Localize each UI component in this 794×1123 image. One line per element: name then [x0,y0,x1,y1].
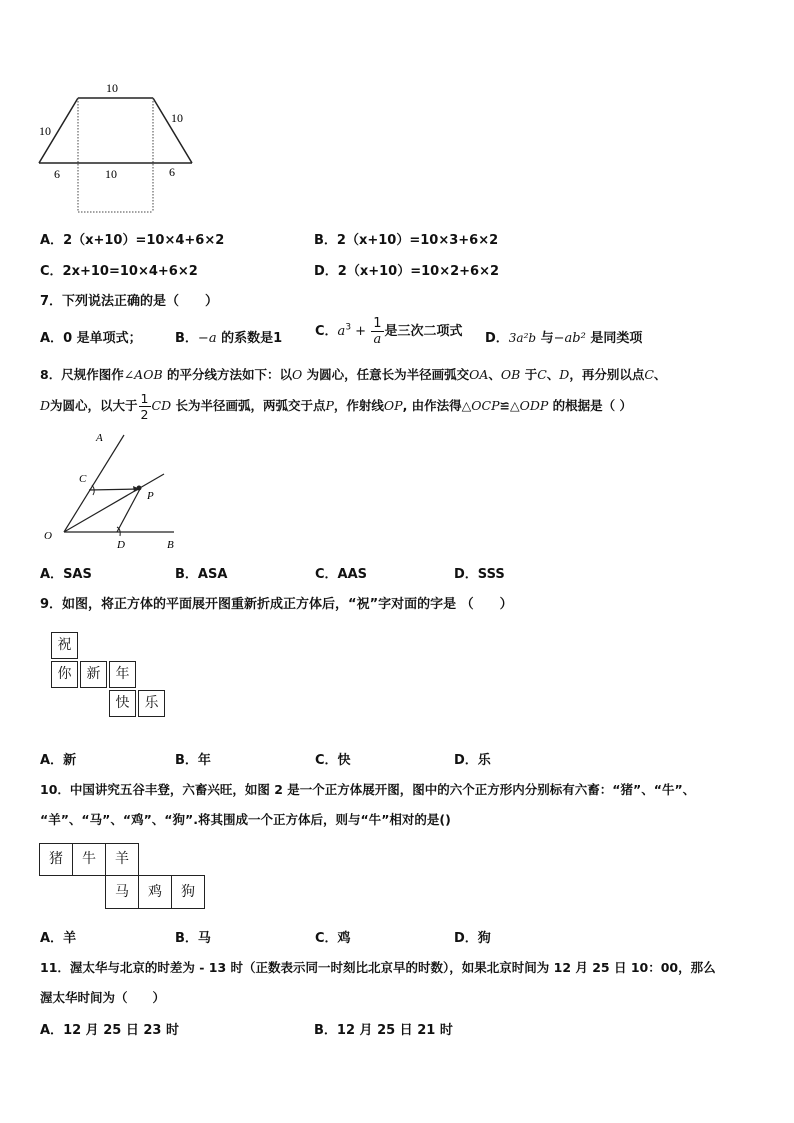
q7-option-d[interactable]: D．3a²b 与−ab² 是同类项 [485,331,643,346]
q9-cell-nian: 年 [109,661,136,688]
q10-option-d[interactable]: D．狗 [454,931,491,946]
trap-label-bottom-right: 6 [169,165,175,179]
q10-option-a[interactable]: A．羊 [40,931,77,946]
q10-cell-niu: 牛 [72,843,106,876]
label-b: B [167,539,174,551]
label-c: C [79,473,87,485]
q9-option-a[interactable]: A．新 [40,753,77,768]
q9-option-d[interactable]: D．乐 [454,753,491,768]
q10-cell-ma: 马 [105,875,139,909]
label-a: A [96,432,103,444]
q9-cell-zhu: 祝 [51,632,78,659]
q6-option-d[interactable]: D．2（x+10）=10×2+6×2 [314,264,500,279]
angle-bisector-figure [38,428,188,553]
q10-cell-zhu: 猪 [39,843,73,876]
q6-option-b[interactable]: B．2（x+10）=10×3+6×2 [314,233,499,248]
q10-cell-yang: 羊 [105,843,139,876]
q11-option-b[interactable]: B．12 月 25 日 21 时 [314,1023,453,1038]
q10-cell-ji: 鸡 [138,875,172,909]
q7-option-c[interactable]: C．$a^3$ + $\frac{1}{a}$ 是三次二项式 [315,316,463,347]
q9-cell-kuai: 快 [109,690,136,717]
q11-option-a[interactable]: A．12 月 25 日 23 时 [40,1023,179,1038]
q9-cell-le: 乐 [138,690,165,717]
q8-stem-line2: D为圆心，以大于 $\frac{1}{2}$ CD 长为半径画弧，两弧交于点P，作射线OP, 由作法得△OCP≌△ODP 的根据是（ ） [40,391,633,422]
q10-cube-net [39,843,207,909]
label-o: O [44,530,52,542]
trap-label-right: 10 [171,111,183,125]
trapezoid-figure [30,75,205,220]
trap-label-bottom-left: 6 [54,167,60,181]
q7-option-b[interactable]: B．−a 的系数是1 [175,331,283,346]
q6-option-a[interactable]: A．2（x+10）=10×4+6×2 [40,233,225,248]
q10-stem-line2: “羊”、“马”、“鸡”、“狗”.将其围成一个正方体后，则与“牛”相对的是() [40,812,451,827]
q9-cell-xin: 新 [80,661,107,688]
q11-stem-line2: 渥太华时间为（ ） [40,990,166,1005]
q9-stem: 9．如图，将正方体的平面展开图重新折成正方体后，“祝”字对面的字是 （ ） [40,597,513,612]
q9-option-c[interactable]: C．快 [315,753,351,768]
q10-option-c[interactable]: C．鸡 [315,931,351,946]
q8-option-b[interactable]: B．ASA [175,567,228,582]
q7-option-a[interactable]: A．0 是单项式； [40,331,142,346]
label-p: P [147,490,154,502]
q8-option-a[interactable]: A．SAS [40,567,92,582]
trap-label-left: 10 [39,124,51,138]
q10-stem-line1: 10．中国讲究五谷丰登，六畜兴旺，如图 2 是一个正方体展开图，图中的六个正方形内分别标有六畜：“猪”、“牛”、 [40,782,696,797]
q8-stem-line1: 8．尺规作图作∠AOB 的平分线方法如下：以O 为圆心，任意长为半径画弧交OA、OB 于C、D，再分别以点C、 [40,367,667,382]
trap-label-bottom-mid: 10 [105,167,117,181]
q6-option-c[interactable]: C．2x+10=10×4+6×2 [40,264,198,279]
q10-option-b[interactable]: B．马 [175,931,211,946]
q8-option-c[interactable]: C．AAS [315,567,368,582]
q7-stem: 7．下列说法正确的是（ ） [40,294,219,309]
q9-cube-net [51,632,169,720]
trap-label-top: 10 [106,81,118,95]
q11-stem-line1: 11．渥太华与北京的时差为 - 13 时（正数表示同一时刻比北京早的时数），如果北京时间为 12 月 25 日 10：00，那么 [40,960,716,975]
q10-cell-gou: 狗 [171,875,205,909]
q8-option-d[interactable]: D．SSS [454,567,505,582]
q9-cell-ni: 你 [51,661,78,688]
q9-option-b[interactable]: B．年 [175,753,211,768]
label-d: D [117,539,125,551]
